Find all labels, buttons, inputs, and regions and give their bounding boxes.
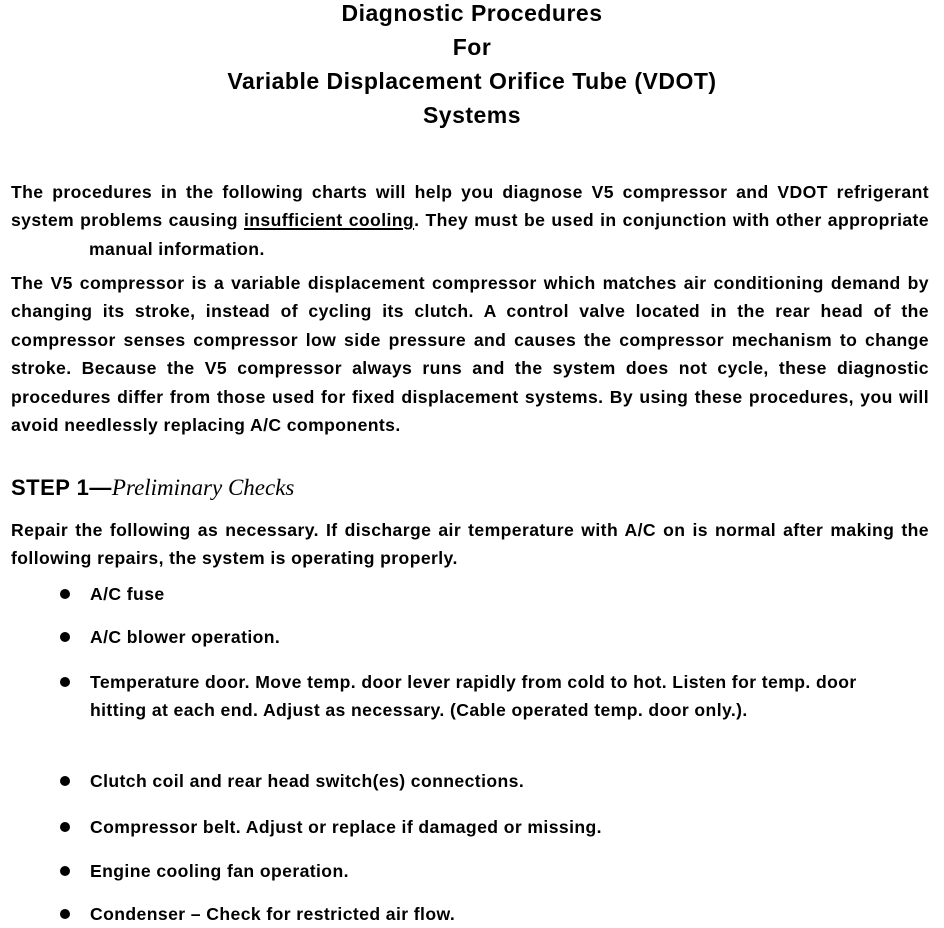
bullet-dot-icon	[60, 776, 70, 786]
bullet-dot-icon	[60, 909, 70, 919]
step-1-number: STEP 1—	[11, 475, 112, 500]
list-item-text: Engine cooling fan operation.	[90, 861, 349, 881]
intro-paragraph-2: The V5 compressor is a variable displacement compressor which matches air conditioning demand by changing its stroke, instead of cycling its clutch. A control valve located in the rear head of the compressor senses compressor low side pressure and causes the compressor mechanism to change stroke. Because the V5 compressor always runs and the system does not cycle, these diagnostic procedures differ from those used for fixed displacement systems. By using these procedures, you will avoid needlessly replacing A/C components.	[11, 273, 929, 436]
insufficient-cooling-emphasis: insufficient cooling	[244, 210, 415, 231]
title-line-1: Diagnostic Procedures	[341, 0, 603, 26]
title-line-3: Variable Displacement Orifice Tube (VDOT)	[227, 68, 717, 94]
step-1-instructions: Repair the following as necessary. If discharge air temperature with A/C on is normal after making the following repairs, the system is operating properly.	[11, 520, 929, 569]
bullet-dot-icon	[60, 632, 70, 642]
intro-p1-after: . They must be used in conjunction with other appropriate	[414, 210, 929, 231]
intro-paragraph-1	[11, 178, 929, 263]
document-title	[0, 0, 944, 132]
intro-p1-end: manual information.	[89, 238, 265, 259]
title-line-2: For	[452, 34, 492, 60]
step-1-heading	[11, 472, 294, 504]
list-item-text: Clutch coil and rear head switch(es) connections.	[90, 771, 525, 791]
list-item-text: Condenser – Check for restricted air flow.	[90, 904, 456, 924]
list-item-text: A/C blower operation.	[90, 627, 281, 647]
list-item-text: Compressor belt. Adjust or replace if damaged or missing.	[90, 817, 602, 837]
title-line-4: Systems	[422, 102, 522, 128]
bullet-dot-icon	[60, 589, 70, 599]
step-1-name: Preliminary Checks	[111, 475, 295, 500]
list-item-text: Temperature door. Move temp. door lever rapidly from cold to hot. Listen for temp. door hitting at each end. Adjust as necessary. (Cable operated temp. door only.).	[90, 672, 857, 721]
bullet-dot-icon	[60, 822, 70, 832]
intro-p1-before: The procedures in the following charts will help you diagnose V5 compressor and VDOT refrigerant system problems causing	[11, 182, 929, 231]
bullet-dot-icon	[60, 677, 70, 687]
list-item-text: A/C fuse	[90, 584, 165, 604]
bullet-dot-icon	[60, 866, 70, 876]
